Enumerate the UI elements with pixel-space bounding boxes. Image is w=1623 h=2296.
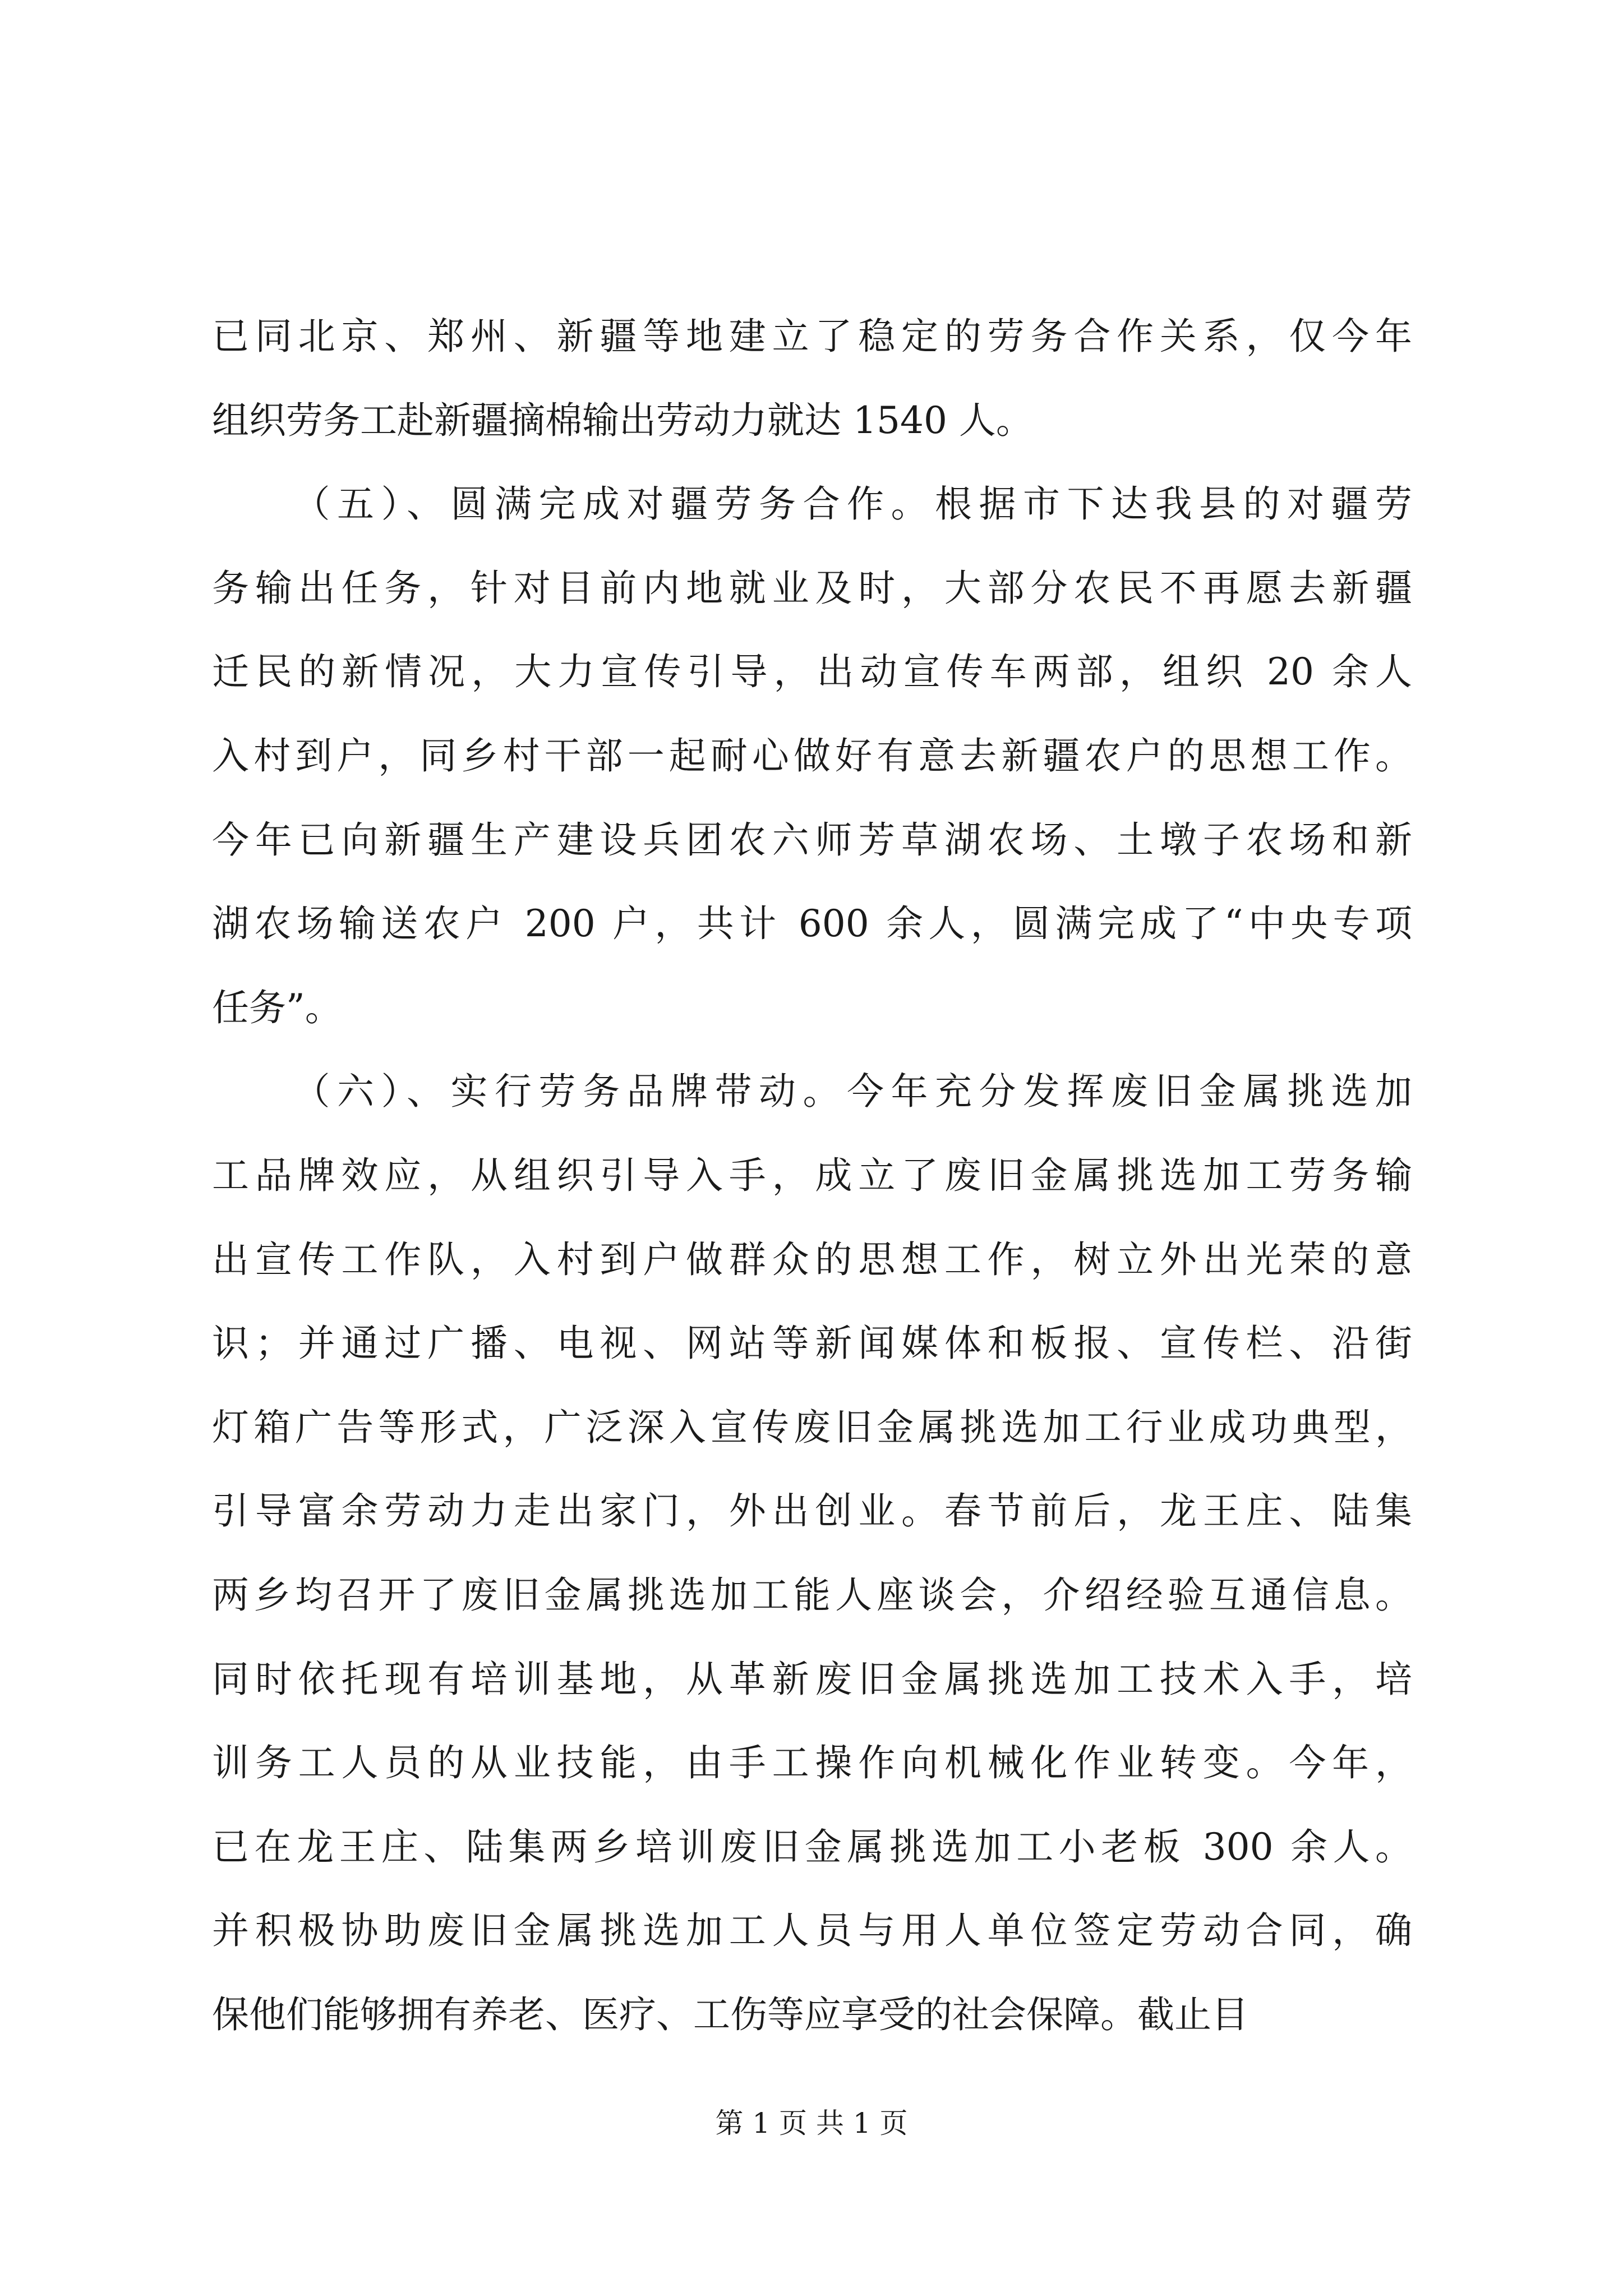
- line-text: 灯箱广告等形式，广泛深入宣传废旧金属挑选加工行业成功典型，: [212, 1405, 1412, 1449]
- text-line: [212, 1973, 1412, 2057]
- text-line: [212, 1050, 1412, 1134]
- line-text: 识；并通过广播、电视、网站等新闻媒体和板报、宣传栏、沿街: [212, 1322, 1412, 1365]
- text-line: [212, 1218, 1412, 1302]
- line-text: 引导富余劳动力走出家门，外出创业。春节前后，龙王庄、陆集: [212, 1489, 1412, 1533]
- text-line: [212, 1721, 1412, 1805]
- line-text: 并积极协助废旧金属挑选加工人员与用人单位签定劳动合同，确: [212, 1909, 1412, 1953]
- paragraph: [212, 295, 1412, 462]
- text-line: [212, 714, 1412, 798]
- line-text: 同时依托现有培训基地，从革新废旧金属挑选加工技术入手，培: [212, 1657, 1412, 1701]
- text-line: [212, 630, 1412, 714]
- line-text: 今年已向新疆生产建设兵团农六师芳草湖农场、土墩子农场和新: [212, 818, 1412, 862]
- line-text: 入村到户，同乡村干部一起耐心做好有意去新疆农户的思想工作。: [212, 734, 1412, 777]
- line-text: 工品牌效应，从组织引导入手，成立了废旧金属挑选加工劳务输: [212, 1153, 1412, 1197]
- line-text: 训务工人员的从业技能，由手工操作向机械化作业转变。今年，: [212, 1741, 1412, 1785]
- text-line: [212, 1134, 1412, 1218]
- text-line: [212, 1889, 1412, 1973]
- text-line: [212, 1386, 1412, 1470]
- text-line: [212, 798, 1412, 882]
- text-line: [212, 295, 1412, 379]
- text-line: [212, 379, 1412, 463]
- paragraph: [212, 1050, 1412, 2056]
- text-line: [212, 966, 1412, 1050]
- line-text: 保他们能够拥有养老、医疗、工伤等应享受的社会保障。截止目: [212, 1993, 1248, 2036]
- line-text: 湖农场输送农户 200 户，共计 600 余人，圆满完成了“中央专项: [212, 902, 1412, 946]
- page-footer: 第 1 页 共 1 页: [715, 2107, 908, 2139]
- line-text: 组织劳务工赴新疆摘棉输出劳动力就达 1540 人。: [212, 398, 1033, 442]
- line-text: （六）、实行劳务品牌带动。今年充分发挥废旧金属挑选加: [286, 1070, 1412, 1114]
- text-line: [212, 1469, 1412, 1553]
- text-line: [212, 1805, 1412, 1889]
- text-line: [212, 462, 1412, 546]
- text-line: [212, 882, 1412, 966]
- line-text: （五）、圆满完成对疆劳务合作。根据市下达我县的对疆劳: [286, 482, 1412, 526]
- text-line: [212, 546, 1412, 631]
- text-line: [212, 1553, 1412, 1637]
- line-text: 已同北京、郑州、新疆等地建立了稳定的劳务合作关系，仅今年: [212, 315, 1412, 358]
- text-line: [212, 1301, 1412, 1386]
- line-text: 任务”。: [212, 986, 342, 1029]
- paragraph: [212, 462, 1412, 1050]
- line-text: 已在龙王庄、陆集两乡培训废旧金属挑选加工小老板 300 余人。: [212, 1825, 1412, 1869]
- document-body: [212, 295, 1412, 2056]
- line-text: 迁民的新情况，大力宣传引导，出动宣传车两部，组织 20 余人: [212, 650, 1412, 694]
- line-text: 务输出任务，针对目前内地就业及时，大部分农民不再愿去新疆: [212, 566, 1412, 610]
- line-text: 出宣传工作队，入村到户做群众的思想工作，树立外出光荣的意: [212, 1237, 1412, 1281]
- text-line: [212, 1637, 1412, 1722]
- line-text: 两乡均召开了废旧金属挑选加工能人座谈会，介绍经验互通信息。: [212, 1573, 1412, 1617]
